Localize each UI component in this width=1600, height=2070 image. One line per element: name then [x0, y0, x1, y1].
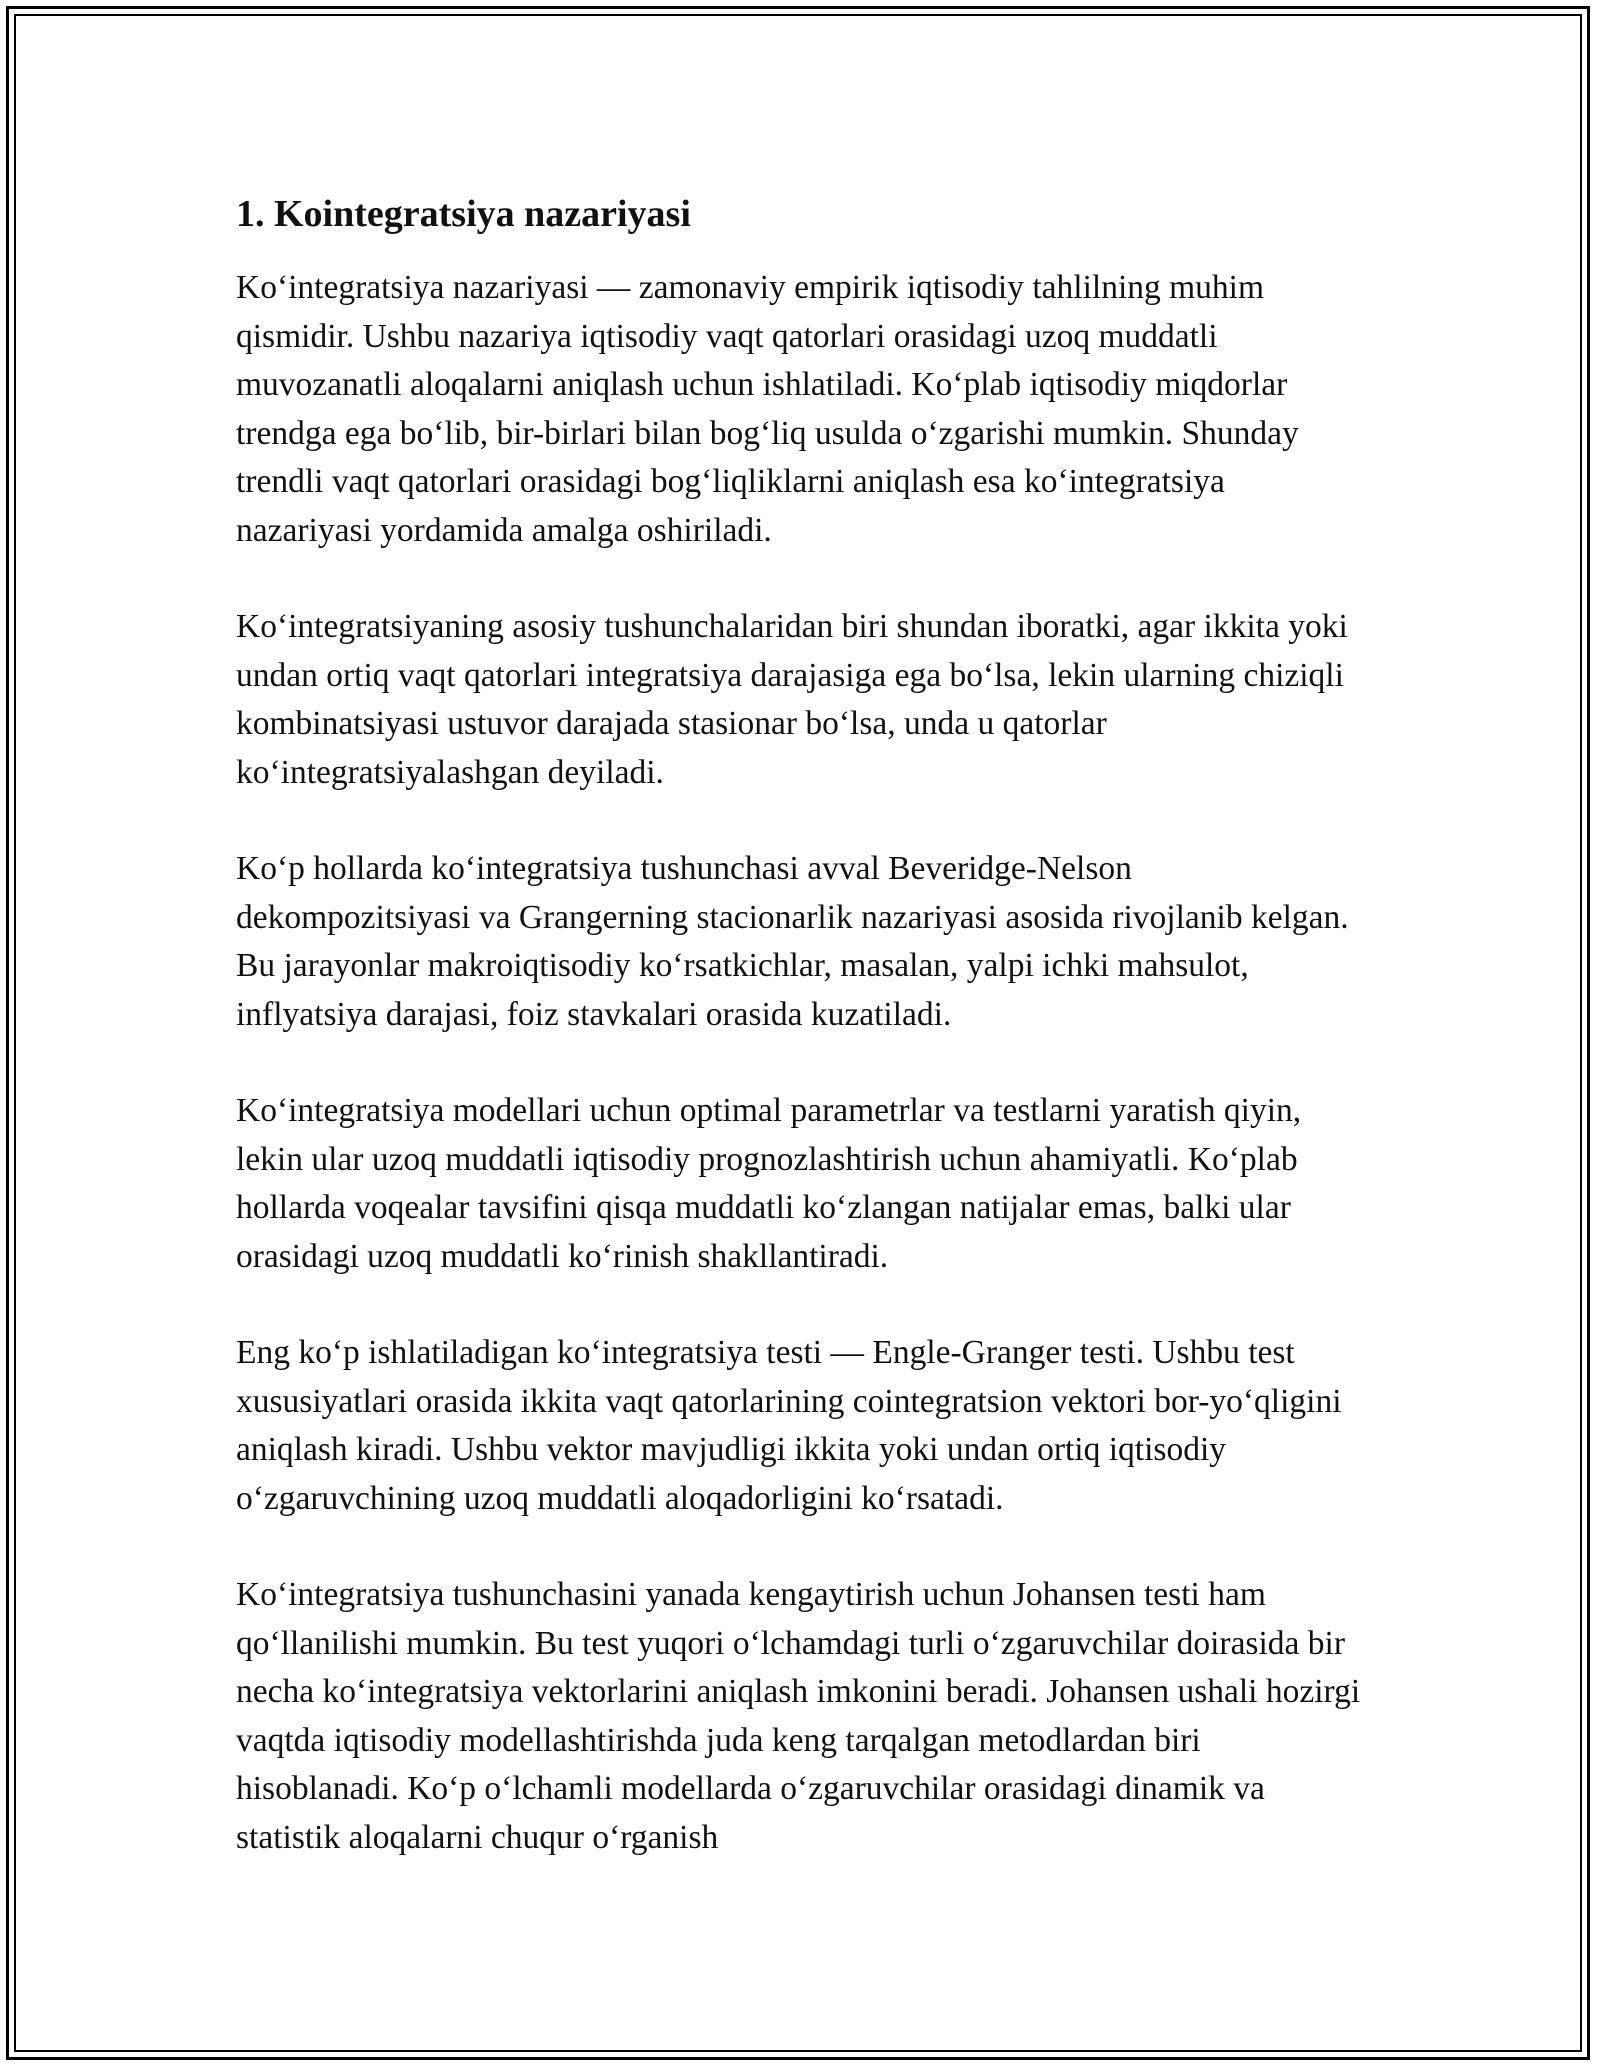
paragraph-2: Ko‘integratsiyaning asosiy tushunchalaridan biri shundan iboratki, agar ikkita yoki undan ortiq vaqt qatorlari integratsiya darajasiga ega bo‘lsa, lekin ularning chiziqli kombinatsiyasi ustuvor darajada stasionar bo‘lsa, unda u qatorlar ko‘integratsiyalashgan deyiladi.	[236, 608, 1348, 791]
paragraph-5: Eng ko‘p ishlatiladigan ko‘integratsiya testi — Engle-Granger testi. Ushbu test xususiyatlari orasida ikkita vaqt qatorlarining cointegratsion vektori bor-yo‘qligini aniqlash kiradi. Ushbu vektor mavjudligi ikkita yoki undan ortiq iqtisodiy o‘zgaruvchining uzoq muddatli aloqadorligini ko‘rsatadi.	[236, 1334, 1342, 1517]
paragraph-1: Ko‘integratsiya nazariyasi — zamonaviy empirik iqtisodiy tahlilning muhim qismidir. Ushbu nazariya iqtisodiy vaqt qatorlari orasidagi uzoq muddatli muvozanatli aloqalarni aniqlash uchun ishlatiladi. Ko‘plab iqtisodiy miqdorlar trendga ega bo‘lib, bir-birlari bilan bog‘liq usulda o‘zgarishi mumkin. Shunday trendli vaqt qatorlari orasidagi bog‘liqliklarni aniqlash esa ko‘integratsiya nazariyasi yordamida amalga oshiriladi.	[236, 269, 1299, 549]
document-body	[236, 186, 1366, 1910]
paragraph-3: Ko‘p hollarda ko‘integratsiya tushunchasi avval Beveridge-Nelson dekompozitsiyasi va Grangerning stacionarlik nazariyasi asosida rivojlanib kelgan. Bu jarayonlar makroiqtisodiy ko‘rsatkichlar, masalan, yalpi ichki mahsulot, inflyatsiya darajasi, foiz stavkalari orasida kuzatiladi.	[236, 850, 1349, 1033]
paragraph-6: Ko‘integratsiya tushunchasini yanada kengaytirish uchun Johansen testi ham qo‘llanilishi mumkin. Bu test yuqori o‘lchamdagi turli o‘zgaruvchilar doirasida bir necha ko‘integratsiya vektorlarini aniqlash imkonini beradi. Johansen ushali hozirgi vaqtda iqtisodiy modellashtirishda juda keng tarqalgan metodlardan biri hisoblanadi. Ko‘p o‘lchamli modellarda o‘zgaruvchilar orasidagi dinamik va statistik aloqalarni chuqur o‘rganish	[236, 1576, 1361, 1856]
section-heading: 1. Kointegratsiya nazariyasi	[236, 193, 691, 235]
paragraph-4: Ko‘integratsiya modellari uchun optimal parametrlar va testlarni yaratish qiyin, lekin ular uzoq muddatli iqtisodiy prognozlashtirish uchun ahamiyatli. Ko‘plab hollarda voqealar tavsifini qisqa muddatli ko‘zlangan natijalar emas, balki ular orasidagi uzoq muddatli ko‘rinish shakllantiradi.	[236, 1092, 1302, 1275]
